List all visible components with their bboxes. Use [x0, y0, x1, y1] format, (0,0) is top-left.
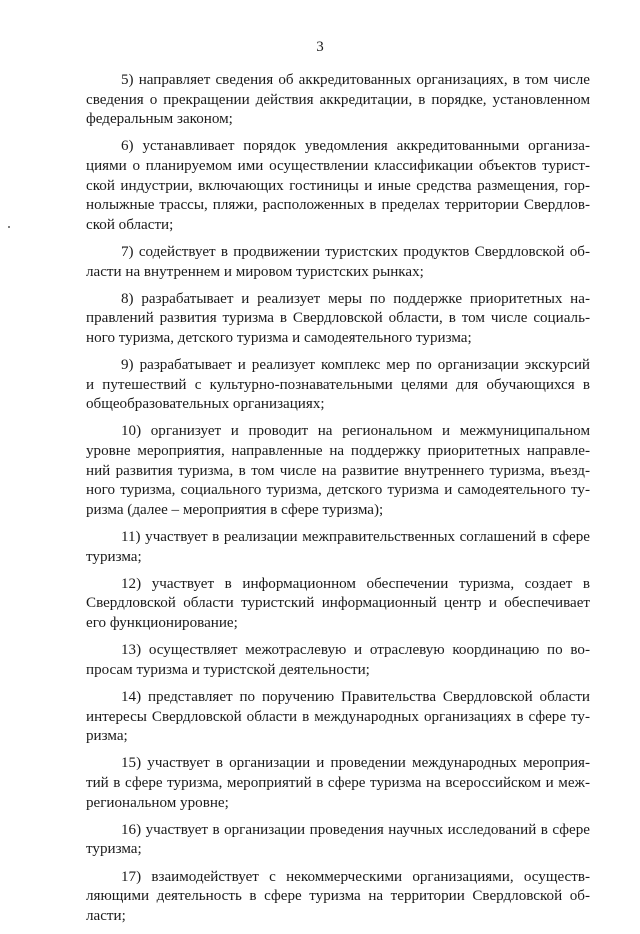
text-line: 15) участвует в организации и проведении международных мероприя- — [121, 755, 590, 772]
text-line: 11) участвует в реализации межправительственных соглашений в сфере — [121, 529, 590, 546]
text-line: ризма; — [86, 728, 128, 745]
list-item-paragraph — [86, 688, 590, 747]
page-number: 3 — [316, 39, 324, 55]
text-line: просам туризма и туристской деятельности; — [86, 661, 370, 678]
text-line: 16) участвует в организации проведения научных исследований в сфере — [121, 821, 590, 838]
text-line: федеральным законом; — [86, 111, 233, 128]
text-line: 9) разрабатывает и реализует комплекс мер по организации экскурсий — [121, 357, 590, 374]
text-line: 14) представляет по поручению Правительства Свердловской области — [121, 688, 590, 705]
text-line: 13) осуществляет межотраслевую и отраслевую координацию по во- — [121, 642, 590, 659]
list-item-paragraph — [86, 821, 590, 860]
text-line: его функционирование; — [86, 615, 238, 631]
text-line: ний развития туризма, в том числе на развитие внутреннего туризма, въезд- — [86, 462, 590, 479]
text-line: ляющими деятельность в сфере туризма на территории Свердловской об- — [86, 888, 590, 905]
text-line: ской области; — [86, 216, 174, 233]
text-line: ризма (далее – мероприятия в сфере туризма); — [86, 501, 384, 518]
text-line: интересы Свердловской области в международных организациях в сфере ту- — [86, 708, 590, 725]
text-line: 5) направляет сведения об аккредитованных организациях, в том числе — [121, 72, 590, 88]
text-line: сведения о прекращении действия аккредитации, в порядке, установленном — [86, 91, 590, 108]
text-line: туризма; — [86, 841, 142, 858]
list-item-paragraph — [86, 868, 590, 927]
text-line: 6) устанавливает порядок уведомления аккредитованными организа- — [121, 138, 590, 155]
text-line: туризма; — [86, 548, 142, 565]
document-body — [86, 71, 590, 934]
text-line: ласти на внутреннем и мировом туристских рынках; — [86, 263, 424, 280]
list-item-paragraph — [86, 290, 590, 349]
text-line: ного туризма, социального туризма, детского туризма и самодеятельного ту- — [86, 482, 590, 499]
list-item-paragraph — [86, 528, 590, 567]
text-line: 12) участвует в информационном обеспечении туризма, создает в — [121, 575, 590, 592]
text-line: 8) разрабатывает и реализует меры по поддержке приоритетных на- — [121, 290, 590, 307]
text-line: нолыжные трассы, пляжи, расположенных в пределах территории Свердлов- — [86, 197, 590, 214]
text-line: уровне мероприятия, направленные на поддержку приоритетных направле- — [86, 443, 590, 460]
text-line: 10) организует и проводит на региональном и межмуниципальном — [121, 423, 590, 440]
list-item-paragraph — [86, 137, 590, 235]
list-item-paragraph — [86, 243, 590, 282]
text-line: ного туризма, детского туризма и самодеятельного туризма; — [86, 329, 472, 346]
list-item-paragraph — [86, 754, 590, 813]
list-item-paragraph — [86, 641, 590, 680]
text-line: 7) содействует в продвижении туристских продуктов Свердловской об- — [121, 243, 590, 260]
text-line: ласти; — [86, 907, 126, 924]
text-line: общеобразовательных организациях; — [86, 396, 325, 413]
text-line: 17) взаимодействует с некоммерческими организациями, осуществ- — [121, 868, 590, 885]
text-line: и путешествий с культурно-познавательными целями для обучающихся в — [86, 376, 590, 393]
text-line: правлений развития туризма в Свердловской области, в том числе социаль- — [86, 310, 590, 327]
scan-artifact-dot — [8, 226, 10, 228]
text-line: циями о планируемом ими осуществлении классификации объектов турист- — [86, 157, 590, 174]
text-line: тий в сфере туризма, мероприятий в сфере туризма на всероссийском и меж- — [86, 774, 590, 791]
list-item-paragraph — [86, 575, 590, 634]
text-line: Свердловской области туристский информационный центр и обеспечивает — [86, 595, 590, 612]
list-item-paragraph — [86, 71, 590, 130]
list-item-paragraph — [86, 356, 590, 415]
text-line: ской индустрии, включающих гостиницы и иные средства размещения, гор- — [86, 177, 590, 194]
text-line: региональном уровне; — [86, 794, 229, 811]
list-item-paragraph — [86, 422, 590, 520]
